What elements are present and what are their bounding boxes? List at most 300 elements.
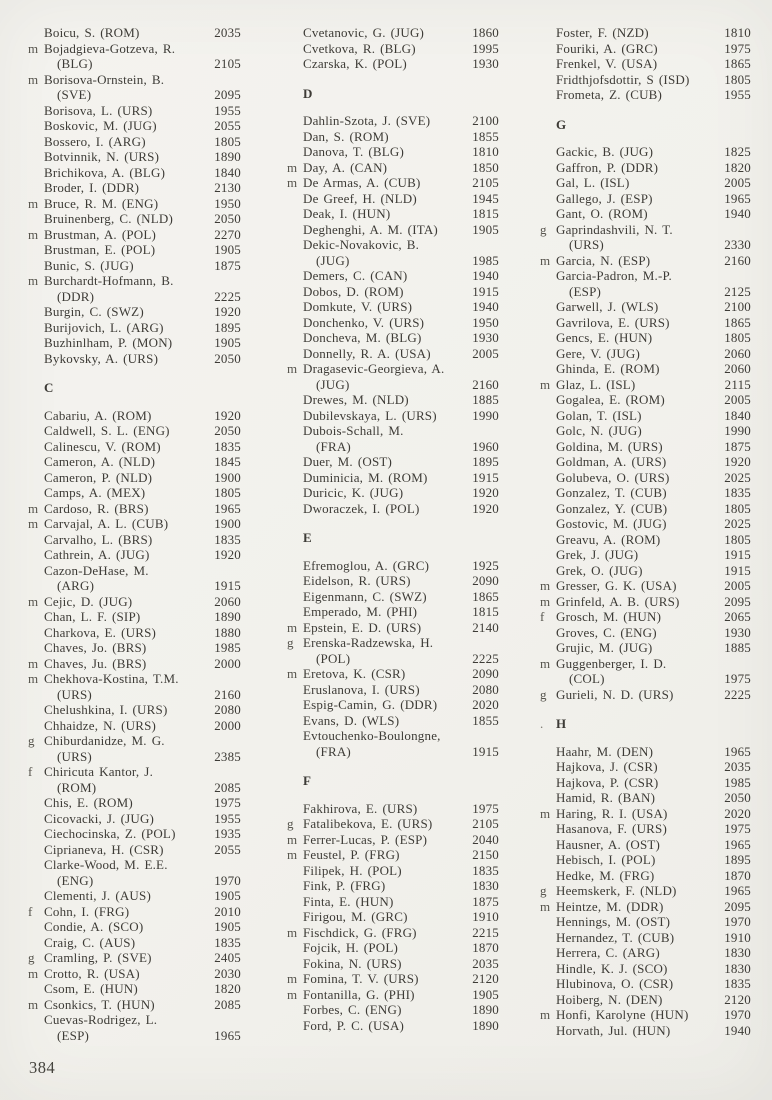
rating: 2225 — [472, 650, 499, 666]
entry-row — [287, 878, 499, 894]
entry-row — [287, 129, 499, 145]
federation-code: (URS) — [57, 748, 92, 764]
rating: 2050 — [724, 790, 751, 805]
rating: 1870 — [724, 867, 751, 883]
entry-row — [287, 346, 499, 362]
entry-row — [28, 935, 241, 951]
rating: 2000 — [214, 655, 241, 671]
rating: 2010 — [214, 903, 241, 919]
rating: 2055 — [214, 118, 241, 133]
player-name: Borisova-Ornstein, B. — [44, 71, 165, 87]
section-header — [287, 773, 499, 789]
rating: 1830 — [724, 960, 751, 976]
entry-row — [287, 863, 499, 879]
rating: 2080 — [214, 702, 241, 717]
player-name: Dobos, D. (ROM) — [303, 283, 404, 299]
player-name: Hebisch, I. (POL) — [556, 852, 656, 867]
player-name: Bykovsky, A. (URS) — [44, 350, 159, 366]
entry-row — [28, 196, 241, 212]
player-name: Garcia-Padron, M.-P. — [556, 268, 672, 283]
player-name: Bunic, S. (JUG) — [44, 257, 134, 273]
player-name: Csonkics, T. (HUN) — [44, 996, 155, 1012]
entry-row — [28, 72, 241, 88]
entry-row — [287, 206, 499, 222]
rating: 1905 — [214, 919, 241, 934]
entry-row — [28, 103, 241, 119]
player-name: Cejic, D. (JUG) — [44, 593, 133, 609]
entry-row — [540, 656, 751, 672]
player-name: Fischdick, G. (FRG) — [303, 924, 417, 940]
entry-row — [540, 470, 751, 486]
entry-row — [540, 516, 751, 532]
entry-row — [287, 697, 499, 713]
entry-row — [540, 868, 751, 884]
rating: 1925 — [472, 557, 499, 573]
rating: 1905 — [214, 242, 241, 257]
entry-row — [287, 925, 499, 941]
entry-row — [28, 211, 241, 227]
entry-continuation-row — [28, 780, 241, 796]
player-name: Forbes, C. (ENG) — [303, 1002, 402, 1017]
entry-row — [28, 609, 241, 625]
rating: 1965 — [214, 1027, 241, 1043]
player-name: Garwell, J. (WLS) — [556, 299, 659, 314]
player-name: Haring, R. I. (USA) — [556, 805, 668, 821]
title-prefix: m — [540, 655, 551, 671]
entry-row — [540, 501, 751, 517]
federation-code: (ESP) — [569, 283, 602, 299]
rating: 2035 — [472, 955, 499, 971]
player-name: Craig, C. (AUS) — [44, 934, 136, 950]
rating: 2080 — [472, 681, 499, 697]
player-name: De Armas, A. (CUB) — [303, 175, 421, 190]
column-1 — [28, 25, 241, 1043]
rating: 1950 — [472, 314, 499, 330]
rating: 2005 — [472, 345, 499, 361]
title-prefix: g — [540, 883, 547, 898]
rating: 1905 — [472, 986, 499, 1002]
entry-row — [28, 671, 241, 687]
player-name: Donchenko, V. (URS) — [303, 314, 425, 330]
rating: 1815 — [472, 604, 499, 619]
header-mark: . — [540, 716, 544, 731]
player-name: Buzhinlham, P. (MON) — [44, 335, 173, 350]
player-name: Gant, O. (ROM) — [556, 206, 648, 221]
player-name: Dragasevic-Georgieva, A. — [303, 361, 445, 376]
rating: 2060 — [214, 593, 241, 609]
title-prefix: m — [540, 898, 551, 914]
entry-row — [540, 144, 751, 160]
player-name: Hindle, K. J. (SCO) — [556, 960, 668, 976]
player-name: Cazon-DeHase, M. — [44, 562, 149, 578]
entry-row — [287, 987, 499, 1003]
player-name: Caldwell, S. L. (ENG) — [44, 423, 170, 438]
entry-row — [540, 56, 751, 72]
player-name: Evans, D. (WLS) — [303, 712, 400, 728]
rating: 1890 — [472, 1002, 499, 1017]
player-name: Gresser, G. K. (USA) — [556, 578, 677, 593]
entry-row — [540, 961, 751, 977]
title-prefix: m — [28, 195, 39, 211]
entry-row — [28, 180, 241, 196]
rating: 2020 — [472, 697, 499, 712]
entry-row — [28, 41, 241, 57]
rating: 1985 — [214, 640, 241, 655]
rating: 2005 — [724, 175, 751, 190]
column-2 — [287, 25, 499, 1033]
rating: 2120 — [724, 991, 751, 1007]
player-name: Broder, I. (DDR) — [44, 180, 140, 195]
entry-row — [540, 976, 751, 992]
player-name: Glaz, L. (ISL) — [556, 376, 636, 392]
federation-code: (SVE) — [57, 87, 92, 102]
rating: 2020 — [724, 805, 751, 821]
rating: 1865 — [724, 56, 751, 71]
rating: 2035 — [214, 25, 241, 40]
player-name: Cvetanovic, G. (JUG) — [303, 25, 425, 40]
rating: 2120 — [472, 971, 499, 986]
entry-row — [28, 454, 241, 470]
federation-code: (ESP) — [57, 1027, 90, 1043]
rating: 1960 — [472, 438, 499, 454]
rating: 2160 — [214, 686, 241, 702]
rating: 1970 — [724, 914, 751, 929]
entry-row — [540, 346, 751, 362]
entry-row — [28, 547, 241, 563]
rating: 1895 — [472, 454, 499, 469]
rating: 2405 — [214, 950, 241, 965]
rating: 1950 — [214, 195, 241, 211]
player-name: Gogalea, E. (ROM) — [556, 392, 665, 407]
entry-row — [540, 594, 751, 610]
rating: 2090 — [472, 573, 499, 588]
entry-row — [28, 118, 241, 134]
entry-row — [540, 806, 751, 822]
entry-row — [28, 258, 241, 274]
entry-row — [540, 439, 751, 455]
entry-row — [540, 206, 751, 222]
entry-continuation-row — [287, 253, 499, 269]
entry-row — [28, 625, 241, 641]
entry-continuation-row — [540, 671, 751, 687]
rating: 2030 — [214, 965, 241, 981]
entry-continuation-row — [287, 439, 499, 455]
rating: 1905 — [214, 335, 241, 350]
entry-row — [287, 222, 499, 238]
rating: 1835 — [472, 862, 499, 878]
rating: 1890 — [214, 149, 241, 164]
entry-row — [540, 640, 751, 656]
player-name: Cohn, I. (FRG) — [44, 903, 130, 919]
rating: 1930 — [724, 624, 751, 640]
player-name: Carvajal, A. L. (CUB) — [44, 516, 169, 531]
rating: 1965 — [724, 743, 751, 759]
entry-row — [540, 759, 751, 775]
title-prefix: m — [28, 71, 39, 87]
player-name: Donnelly, R. A. (USA) — [303, 345, 431, 361]
entry-row — [540, 87, 751, 103]
player-name: Duricic, K. (JUG) — [303, 485, 404, 500]
player-name: Camps, A. (MEX) — [44, 485, 146, 500]
entry-row — [287, 635, 499, 651]
federation-code: (COL) — [569, 671, 605, 686]
player-name: Brustman, A. (POL) — [44, 226, 157, 242]
rating: 1840 — [214, 164, 241, 180]
player-name: Fakhirova, E. (URS) — [303, 800, 418, 816]
player-name: Greavu, A. (ROM) — [556, 531, 661, 547]
rating: 1955 — [214, 102, 241, 118]
entry-row — [287, 25, 499, 41]
rating: 2005 — [724, 392, 751, 407]
player-name: Gencs, E. (HUN) — [556, 330, 653, 345]
entry-row — [540, 930, 751, 946]
rating: 1965 — [724, 190, 751, 206]
player-name: Chis, E. (ROM) — [44, 795, 133, 810]
title-prefix: m — [540, 593, 551, 609]
entry-row — [540, 578, 751, 594]
player-name: Hlubinova, O. (CSR) — [556, 976, 674, 991]
player-name: Gere, V. (JUG) — [556, 345, 641, 361]
entry-row — [28, 857, 241, 873]
entry-row — [540, 485, 751, 501]
rating: 1835 — [214, 934, 241, 950]
player-name: Ciechocinska, Z. (POL) — [44, 826, 176, 841]
player-name: Csom, E. (HUN) — [44, 981, 138, 996]
rating: 2160 — [724, 252, 751, 268]
entry-continuation-row — [287, 377, 499, 393]
federation-code: (JUG) — [316, 376, 350, 392]
player-name: Burijovich, L. (ARG) — [44, 319, 164, 335]
rating: 2085 — [214, 996, 241, 1012]
entry-row — [540, 1007, 751, 1023]
entry-row — [540, 222, 751, 238]
player-name: De Greef, H. (NLD) — [303, 190, 417, 206]
entry-row — [28, 981, 241, 997]
title-prefix: g — [540, 686, 547, 702]
player-name: Heemskerk, F. (NLD) — [556, 883, 677, 898]
rating: 1915 — [472, 469, 499, 485]
player-name: Fouriki, A. (GRC) — [556, 40, 658, 56]
entry-continuation-row — [287, 651, 499, 667]
entry-row — [540, 609, 751, 625]
player-name: Grek, O. (JUG) — [556, 562, 643, 578]
entry-row — [28, 351, 241, 367]
title-prefix: m — [540, 376, 551, 392]
player-name: Czarska, K. (POL) — [303, 56, 407, 71]
entry-continuation-row — [28, 87, 241, 103]
entry-row — [28, 320, 241, 336]
entry-row — [28, 242, 241, 258]
player-name: Espig-Camin, G. (DDR) — [303, 697, 438, 712]
player-name: Boicu, S. (ROM) — [44, 25, 140, 40]
rating: 1920 — [724, 454, 751, 469]
rating: 1920 — [472, 485, 499, 500]
title-prefix: m — [540, 1007, 551, 1022]
player-name: Gurieli, N. D. (URS) — [556, 686, 674, 702]
rating: 1915 — [214, 578, 241, 593]
player-name: Eidelson, R. (URS) — [303, 573, 411, 588]
rating: 1805 — [724, 71, 751, 87]
entry-row — [540, 547, 751, 563]
rating: 2330 — [724, 237, 751, 252]
rating: 1825 — [724, 144, 751, 159]
player-name: Ferrer-Lucas, P. (ESP) — [303, 831, 428, 847]
entry-row — [540, 72, 751, 88]
entry-row — [287, 713, 499, 729]
entry-row — [28, 888, 241, 904]
rating: 1885 — [472, 392, 499, 407]
rating: 1990 — [472, 407, 499, 423]
rating: 1965 — [724, 836, 751, 852]
rating: 2105 — [472, 175, 499, 190]
rating: 1900 — [214, 516, 241, 531]
rating: 1805 — [724, 330, 751, 345]
player-name: Firigou, M. (GRC) — [303, 909, 408, 924]
rating: 1880 — [214, 624, 241, 640]
entry-row — [540, 625, 751, 641]
rating: 2115 — [724, 376, 751, 392]
entry-row — [540, 821, 751, 837]
player-name: Golan, T. (ISL) — [556, 407, 642, 423]
entry-row — [28, 656, 241, 672]
entry-row — [287, 1018, 499, 1034]
player-name: Burgin, C. (SWZ) — [44, 304, 144, 319]
entry-row — [540, 914, 751, 930]
rating: 2130 — [214, 180, 241, 195]
rating: 2055 — [214, 841, 241, 857]
rating: 2025 — [724, 516, 751, 531]
entry-row — [540, 299, 751, 315]
entry-continuation-row — [28, 578, 241, 594]
player-name: Cameron, P. (NLD) — [44, 469, 153, 485]
rating: 1890 — [214, 609, 241, 624]
player-name: Goldman, A. (URS) — [556, 454, 667, 469]
entry-row — [287, 847, 499, 863]
rating: 1820 — [724, 159, 751, 175]
federation-code: (JUG) — [316, 252, 350, 268]
rating: 2095 — [214, 87, 241, 102]
rating: 1920 — [214, 547, 241, 562]
title-prefix: f — [28, 764, 33, 779]
player-name: Gallego, J. (ESP) — [556, 190, 653, 206]
rating: 2385 — [214, 748, 241, 764]
entry-row — [287, 330, 499, 346]
rating: 1805 — [214, 485, 241, 500]
player-name: Goldina, M. (URS) — [556, 438, 663, 454]
entry-row — [28, 439, 241, 455]
title-prefix: m — [28, 273, 39, 288]
entry-row — [28, 950, 241, 966]
entry-row — [540, 852, 751, 868]
entry-row — [540, 837, 751, 853]
title-prefix: m — [287, 159, 298, 175]
player-name: Golubeva, O. (URS) — [556, 469, 670, 485]
federation-code: (FRA) — [316, 438, 351, 454]
rating: 1830 — [472, 878, 499, 893]
rating: 1940 — [472, 268, 499, 283]
rating: 1865 — [724, 314, 751, 330]
player-name: Horvath, Jul. (HUN) — [556, 1022, 671, 1038]
player-name: Heintze, M. (DDR) — [556, 898, 664, 914]
entry-row — [540, 41, 751, 57]
federation-code: (BLG) — [57, 56, 93, 71]
player-name: Danova, T. (BLG) — [303, 144, 405, 159]
entry-row — [287, 666, 499, 682]
rating: 2060 — [724, 361, 751, 376]
title-prefix: m — [287, 924, 298, 940]
player-name: Charkova, E. (URS) — [44, 624, 157, 640]
federation-code: (FRA) — [316, 743, 351, 759]
player-name: Chelushkina, I. (URS) — [44, 702, 168, 717]
player-name: Gaffron, P. (DDR) — [556, 159, 659, 175]
entry-row — [28, 919, 241, 935]
player-name: Bossero, I. (ARG) — [44, 133, 146, 149]
entry-continuation-row — [28, 687, 241, 703]
entry-row — [540, 377, 751, 393]
rating: 1830 — [724, 945, 751, 960]
entry-row — [287, 113, 499, 129]
rating: 1940 — [724, 206, 751, 221]
entry-row — [287, 620, 499, 636]
entry-row — [287, 470, 499, 486]
rating: 1905 — [472, 221, 499, 237]
federation-code: (DDR) — [57, 288, 95, 304]
section-letter: C — [44, 380, 54, 395]
title-prefix: m — [287, 971, 298, 986]
rating: 1975 — [724, 821, 751, 836]
entry-row — [28, 335, 241, 351]
entry-continuation-row — [540, 284, 751, 300]
title-prefix: m — [540, 578, 551, 593]
entry-continuation-row — [287, 744, 499, 760]
player-name: Duminicia, M. (ROM) — [303, 469, 428, 485]
player-name: Emperado, M. (PHI) — [303, 604, 418, 619]
entry-row — [540, 315, 751, 331]
player-name: Cramling, P. (SVE) — [44, 950, 152, 965]
entry-row — [287, 1002, 499, 1018]
rating: 2100 — [724, 299, 751, 314]
rating: 1820 — [214, 981, 241, 996]
entry-row — [540, 392, 751, 408]
player-name: Honfi, Karolyne (HUN) — [556, 1007, 689, 1022]
title-prefix: m — [287, 619, 298, 635]
entry-row — [28, 273, 241, 289]
player-name: Hernandez, T. (CUB) — [556, 929, 675, 945]
entry-row — [287, 816, 499, 832]
player-name: Dubilevskaya, L. (URS) — [303, 407, 437, 423]
title-prefix: m — [287, 175, 298, 190]
player-name: Domkute, V. (URS) — [303, 299, 413, 314]
player-name: Ghinda, E. (ROM) — [556, 361, 660, 376]
rating: 1965 — [214, 500, 241, 516]
entry-row — [287, 971, 499, 987]
rating: 2095 — [724, 898, 751, 914]
title-prefix: m — [287, 666, 298, 681]
player-name: Fomina, T. V. (URS) — [303, 971, 419, 986]
entry-row — [28, 904, 241, 920]
player-name: Brichikova, A. (BLG) — [44, 164, 166, 180]
rating: 2035 — [724, 759, 751, 774]
section-letter: G — [556, 116, 567, 132]
player-name: Dubois-Schall, M. — [303, 423, 404, 438]
section-letter: E — [303, 530, 313, 545]
player-name: Deak, I. (HUN) — [303, 206, 391, 221]
rating: 2270 — [214, 226, 241, 242]
entry-row — [540, 268, 751, 284]
entry-row — [28, 718, 241, 734]
player-name: Fokina, N. (URS) — [303, 955, 402, 971]
title-prefix: m — [287, 847, 298, 862]
